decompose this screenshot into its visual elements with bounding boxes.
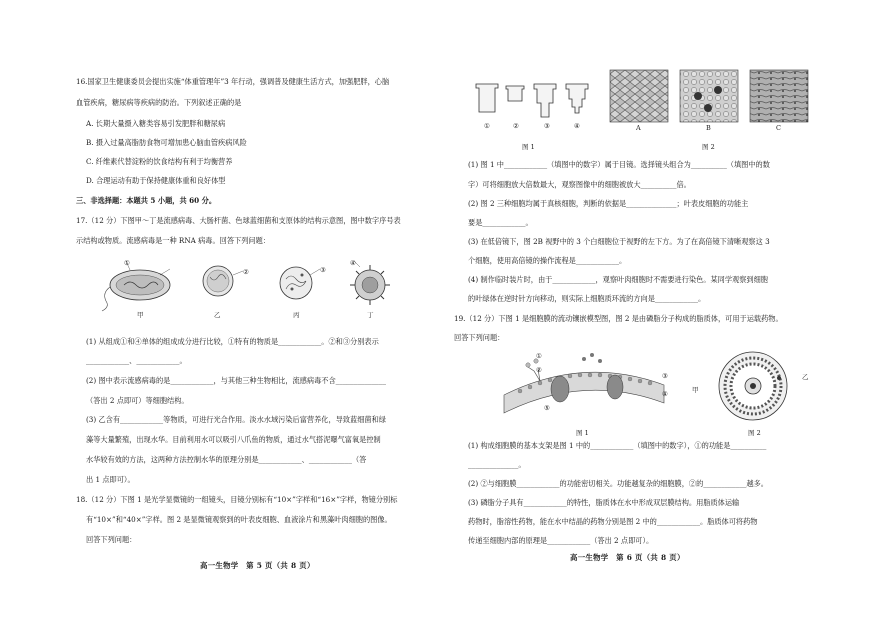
lens-num-4: ④ [574,122,580,130]
micrograph-label-a: A [636,124,641,132]
q19-part1-line2: ______________。 [468,460,526,469]
organism-jia-drawing [102,261,170,311]
q16-option-b: B. 摄入过量高脂肪食物可增加患心脑血管疾病风险 [86,138,247,147]
q18-part3-line2: 个细胞，使用高倍镜的操作流程是____________。 [468,256,627,265]
liposome-label-jia: 甲 [692,386,699,394]
q19-part3-line2: 药物时，脂溶性药物，能在水中结晶的药物分别是图 2 中的____________。脂质体可将药物 [468,517,758,526]
micrograph-label-b: B [706,124,711,132]
page-6 [440,0,860,617]
lens-figure [470,78,600,128]
q19-part2: (2) ②与细胞膜____________的功能密切相关。功能越复杂的细胞膜，②的____________越多。 [468,479,768,488]
organism-bing-drawing [280,267,320,299]
micrograph-a [610,70,668,122]
lens-2 [506,86,524,101]
q17-part2-line2: （答出 2 点即可）等细胞结构。 [86,396,189,405]
label-bing: 丙 [293,311,300,319]
q17-part3-line4: 出 1 点即可）。 [86,475,135,484]
q18-part3-line1: (3) 在低倍镜下，图 2B 视野中的 3 个白细胞位于视野的左下方。为了在高倍镜下清晰观察这 3 [468,237,770,246]
liposome-label-yi: 乙 [802,373,809,381]
q16-option-d: D. 合理运动有助于保持健康体重和良好体型 [86,176,226,185]
micrograph-label-c: C [776,124,781,132]
q19-part1-line1: (1) 构成细胞膜的基本支架是图 1 中的____________（填图中的数字），①的功能是__________ [468,441,767,450]
q19-stem-2: 回答下列问题： [454,333,505,342]
membrane-num-2: ② [536,366,542,374]
lens-num-2: ② [513,122,519,130]
q18-part1-line2: 字）可将细胞放大倍数最大，观察图像中的细胞被放大__________倍。 [468,180,691,189]
fig2-caption: 图 2 [702,143,715,151]
q17-part1-line2: ____________、____________。 [86,356,187,365]
q17-num-1: ① [124,259,130,267]
q17-part3-line2: 藻等大量繁殖，出现水华。目前利用水可以吸引八爪鱼的物质，通过水气搭泥曝气富氧是控制 [86,435,381,444]
fig1-caption: 图 1 [522,143,535,151]
page-footer-5: 高一生物学 第 5 页（共 8 页） [200,561,315,570]
organism-yi-drawing [203,266,243,296]
membrane-num-1: ① [536,352,542,360]
micrograph-c [750,70,808,122]
q18-stem-1: 18.（12 分）下图 1 是光学显微镜的一组镜头，目镜分别标有“10×”字样和“16×”字样，物镜分别标 [76,495,398,504]
micrograph-figure [610,70,810,126]
label-ding: 丁 [367,311,374,319]
q18-part4-line1: (4) 制作临时装片时，由于____________，观察叶肉细胞时不需要进行染色。某同学观察到细胞 [468,275,768,284]
lens-4 [566,84,588,113]
q17-part3-line3: 水华较有效的方法，这两种方法控制水华的原理分别是____________、____________（答 [86,455,367,464]
q17-num-3: ③ [320,266,326,274]
q17-part1-line1: (1) 从组成①和④单体的组成成分进行比较，①特有的物质是____________。②和③分别表示 [86,337,379,346]
q18-part2-line1: (2) 图 2 三种细胞均属于真核细胞，判断的依据是______________；叶表皮细胞的功能主 [468,199,749,208]
lens-1 [476,84,498,112]
lens-num-1: ① [484,122,490,130]
membrane-model [500,345,670,425]
lens-num-3: ③ [544,122,550,130]
q16-option-a: A. 长期大量摄入糖类容易引发肥胖和糖尿病 [86,119,226,128]
q19-part3-line1: (3) 磷脂分子具有____________的特性，脂质体在水中形成双层膜结构。用脂质体运输 [468,498,740,507]
q16-stem-2: 血管疾病，糖尿病等疾病的防治。下列叙述正确的是 [76,98,242,107]
q19-fig1-caption: 图 1 [576,429,589,437]
q18-part4-line2: 的叶绿体在逆时针方向移动，则实际上细胞质环流的方向是____________。 [468,294,706,303]
q18-stem-2: 有“10×”和“40×”字样。图 2 是显微镜观察到的叶表皮细胞、血液涂片和黑藻叶肉细胞的图像。 [86,515,392,524]
membrane-num-3: ③ [662,372,668,380]
q18-part1-line1: (1) 图 1 中____________（填图中的数字）属于目镜。选择镜头组合为__________（填图中的数 [468,160,770,169]
section-title: 三、非选择题：本题共 5 小题，共 60 分。 [76,196,217,205]
q17-num-4: ④ [350,259,356,267]
label-yi: 乙 [214,311,221,319]
membrane-num-5: ⑤ [544,404,550,412]
membrane-num-4: ④ [662,390,668,398]
micrograph-b [680,70,738,122]
q17-stem-1: 17.（12 分）下图甲～丁是流感病毒、大肠杆菌、色球蓝细菌和支原体的结构示意图，图中数字序号表 [76,216,401,225]
q19-fig2-caption: 图 2 [748,429,761,437]
q18-stem-3: 回答下列问题： [86,535,137,544]
lens-3 [534,84,556,117]
organism-ding-drawing [350,261,390,305]
q19-part3-line3: 传递至细胞内部的原理是____________（答出 2 点即可）。 [468,536,654,545]
q17-num-2: ② [243,268,249,276]
q18-part2-line2: 要是____________。 [468,218,533,227]
q17-part2-line1: (2) 图中表示流感病毒的是____________，与其他三种生物相比，流感病毒不含______________ [86,376,386,385]
page-5 [0,0,420,617]
liposome [708,348,798,428]
page-footer-6: 高一生物学 第 6 页（共 8 页） [570,553,685,562]
q16-option-c: C. 纤维素代替淀粉的饮食结构有利于均衡营养 [86,157,233,166]
label-jia: 甲 [137,311,144,319]
q16-stem-1: 16.国家卫生健康委员会提出实施“体重管理年”3 年行动，强调普及健康生活方式，加强肥胖，心脑 [76,77,390,86]
q19-stem-1: 19.（12 分）下图 1 是细胞膜的流动镶嵌模型图，图 2 是由磷脂分子构成的脂质体，可用于运载药物。 [454,314,783,323]
q17-part3-line1: (3) 乙含有____________等物质，可进行光合作用。淡水水域污染后富营养化，导致蓝细菌和绿 [86,415,386,424]
q17-stem-2: 示结构或物质。流感病毒是一种 RNA 病毒。回答下列问题： [76,236,270,245]
